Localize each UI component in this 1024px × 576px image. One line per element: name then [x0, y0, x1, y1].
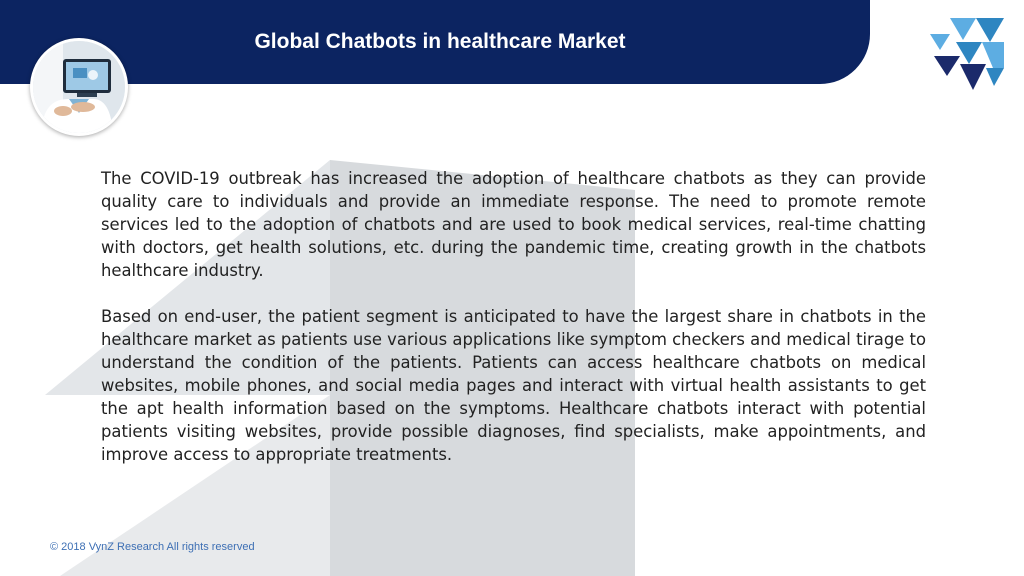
doctor-tablet-photo: [30, 38, 128, 136]
copyright-footer: © 2018 VynZ Research All rights reserved: [50, 541, 255, 553]
page-title: Global Chatbots in healthcare Market: [254, 30, 626, 53]
vynz-research-logo: [930, 16, 1006, 92]
paragraph-covid: The COVID-19 outbreak has increased the adoption of healthcare chatbots as they can provide quality care to individuals and provide an immediate response. The need to promote remote services led to the adoption of chatbots and are used to book medical services, real-time chatting with doctors, get health solutions, etc. during the pandemic time, creating growth in the chatbots healthcare industry.: [101, 169, 926, 280]
paragraph-end-user: Based on end-user, the patient segment is anticipated to have the largest share in chatbots in the healthcare market as patients use various applications like symptom checkers and medical tirage to understand the condition of the patients. Patients can access healthcare chatbots on medical websites, mobile phones, and social media pages and interact with virtual health assistants to get the apt health information based on the symptoms. Healthcare chatbots interact with potential patients visiting websites, provide possible diagnoses, find specialists, make appointments, and improve access to appropriate treatments.: [101, 307, 926, 464]
body-text: [101, 167, 926, 489]
